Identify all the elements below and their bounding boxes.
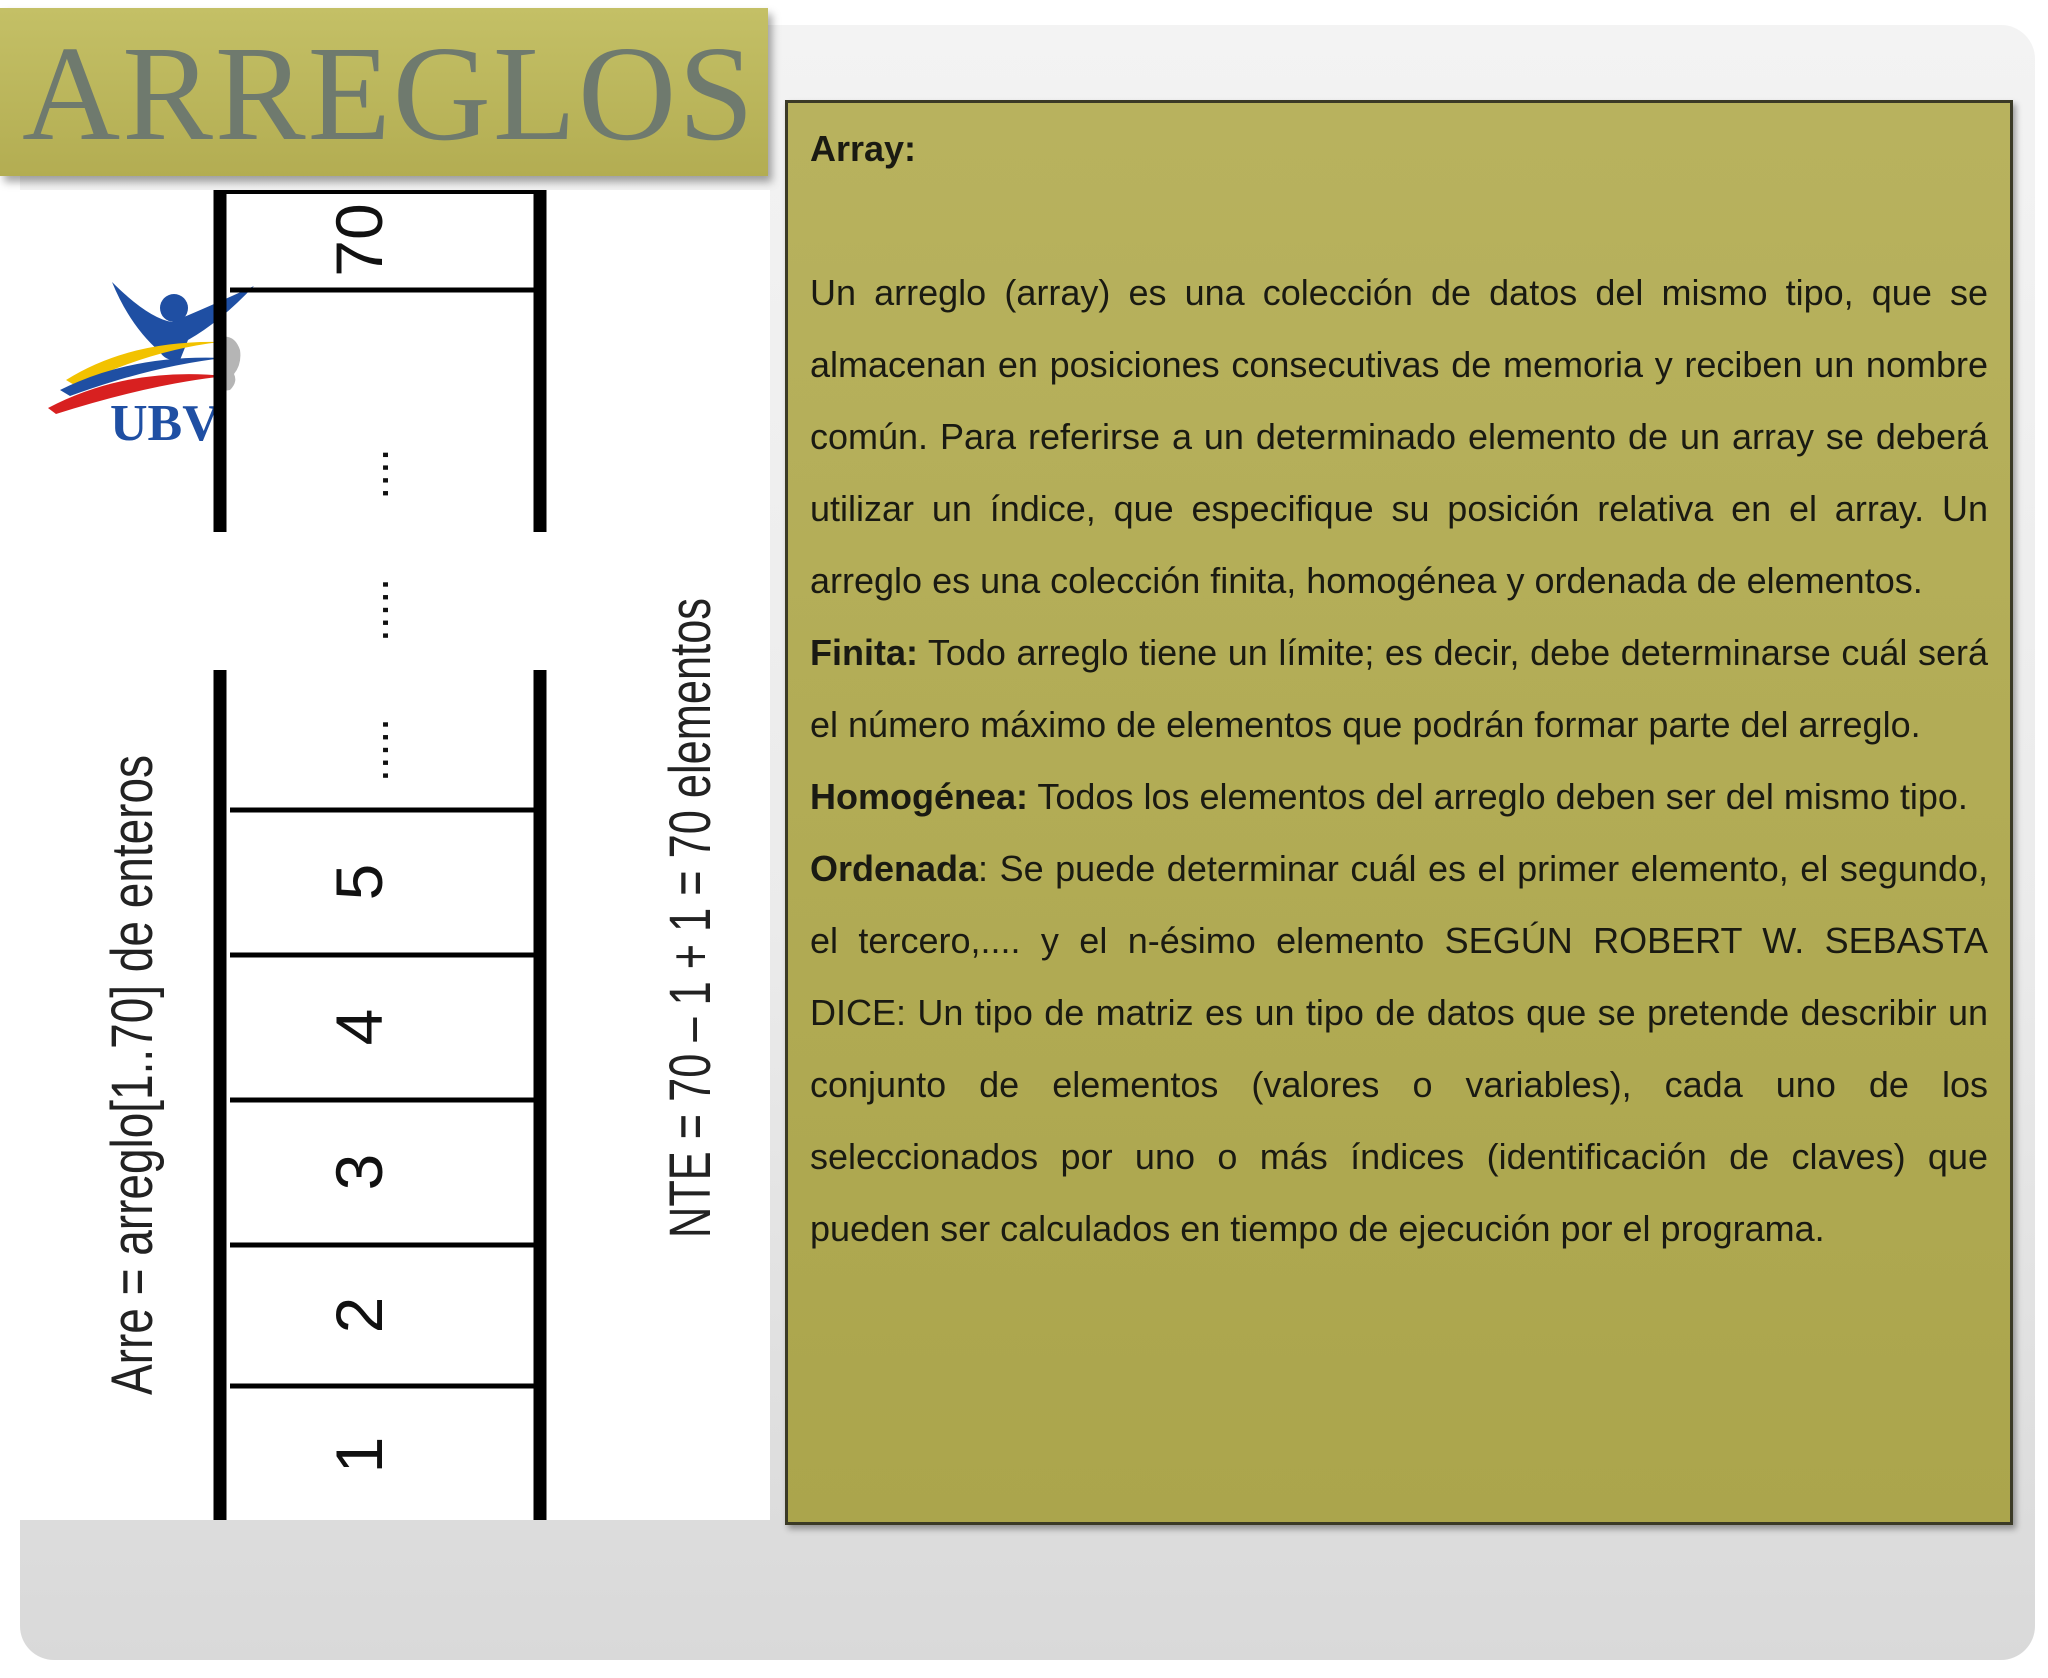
ordenada-text: : Se puede determinar cuál es el primer elemento, el segundo, el tercero,.... y el n-ésimo elemento SEGÚN ROBERT W. SEBASTA DICE: Un tipo de matriz es un tipo de datos que se pretende describir un conjunto de elementos (valores o variables), cada uno de los seleccionados por uno o más índices (identificación de claves) que pueden ser calculados en tiempo de ejecución por el programa. [810, 848, 1988, 1249]
cell-label-4: 4 [322, 1008, 396, 1046]
finita-paragraph [810, 617, 1988, 761]
logo-text: UBV [110, 395, 220, 452]
spacer [810, 185, 1988, 257]
cell-label-dots-upper: .... [346, 448, 398, 500]
gap-dots: ..... [346, 578, 398, 642]
cell-label-70: 70 [322, 203, 396, 277]
cell-label-2: 2 [322, 1296, 396, 1334]
cell-label-1: 1 [322, 1436, 396, 1474]
array-figure [20, 190, 770, 1520]
finita-text: Todo arreglo tiene un límite; es decir, debe determinarse cuál será el número máximo de elementos que podrán formar parte del arreglo. [810, 632, 1988, 745]
element-count-label: NTE = 70 – 1 + 1 = 70 elementos [658, 381, 723, 1238]
cell-label-dots-lower: ..... [346, 718, 398, 782]
definition-heading: Array: [810, 128, 917, 169]
definition-box [785, 100, 2013, 1525]
logo-figure-head [160, 294, 188, 322]
cell-label-5: 5 [322, 863, 396, 901]
cell-label-3: 3 [322, 1153, 396, 1191]
ordenada-term: Ordenada [810, 848, 979, 889]
finita-term: Finita: [810, 632, 918, 673]
intro-paragraph: Un arreglo (array) es una colección de datos del mismo tipo, que se almacenan en posiciones consecutivas de memoria y reciben un nombre común. Para referirse a un determinado elemento de un array se deberá utilizar un índice, que especifique su posición relativa en el array. Un arreglo es una colección finita, homogénea y ordenada de elementos. [810, 272, 1988, 601]
array-declaration-label: Arre = arreglo[1..70] de enteros [100, 587, 165, 1395]
ordenada-paragraph [810, 833, 1988, 1265]
homogenea-term: Homogénea: [810, 776, 1029, 817]
slide-title: ARREGLOS [22, 19, 756, 169]
homogenea-paragraph [810, 761, 1988, 833]
title-banner [0, 8, 768, 176]
cell-labels [322, 203, 398, 1473]
homogenea-text: Todos los elementos del arreglo deben ser del mismo tipo. [1028, 776, 1968, 817]
array-diagram [20, 190, 770, 1520]
